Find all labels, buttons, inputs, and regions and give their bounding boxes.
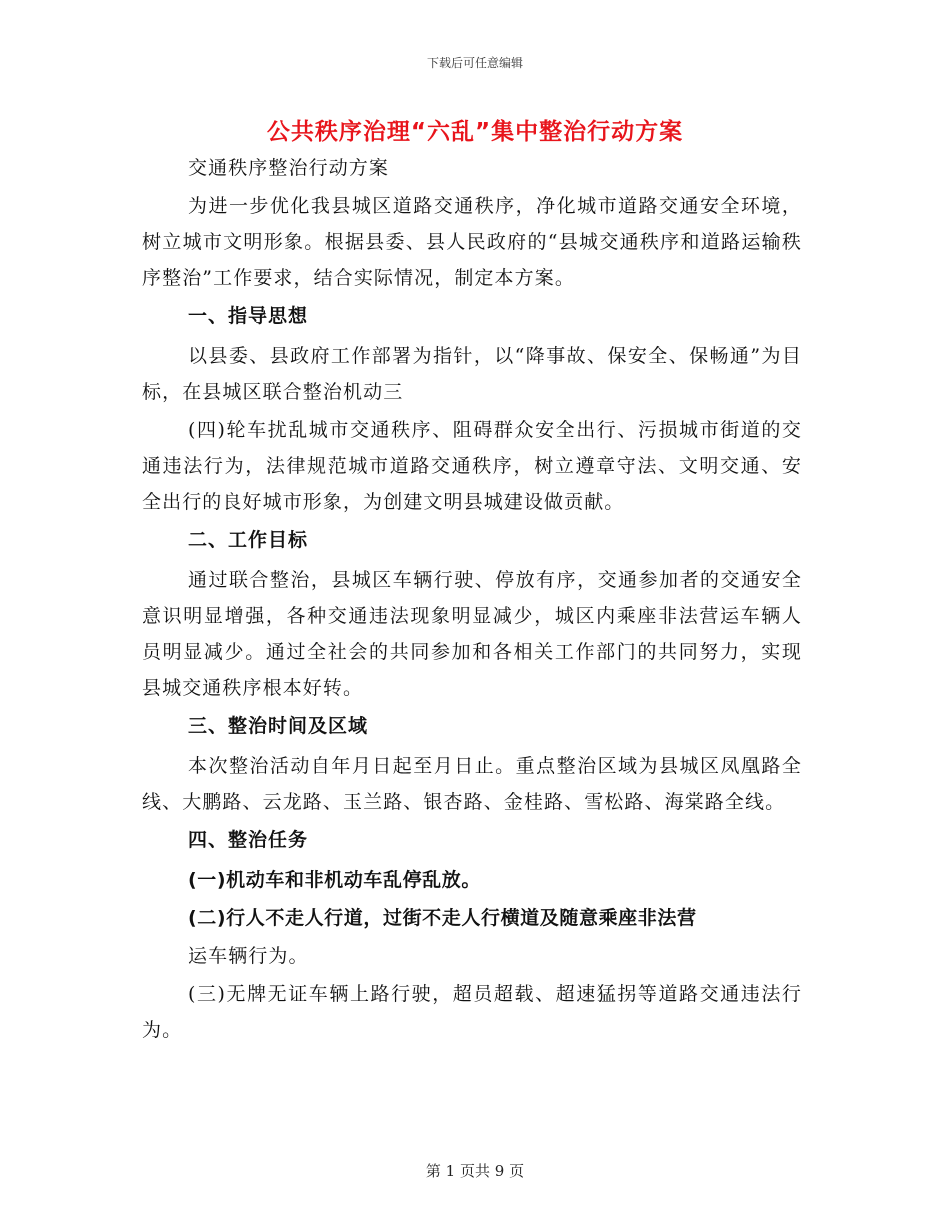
document-body xyxy=(142,150,802,1050)
section-heading-tasks: 四、整治任务 xyxy=(188,829,309,851)
task-item-3: (三)无牌无证车辆上路行驶，超员超载、超速猛拐等道路交通违法行为。 xyxy=(142,983,802,1041)
task-item-2: (二)行人不走人行道，过街不走人行横道及随意乘座非法营 xyxy=(188,907,697,929)
guiding-ideology-paragraph-2: (四)轮车扰乱城市交通秩序、阻碍群众安全出行、污损城市街道的交通违法行为，法律规范城市道路交通秩序，树立遵章守法、文明交通、安全出行的良好城市形象，为创建文明县城建设做贡献。 xyxy=(142,419,802,513)
page-header-note: 下载后可任意编辑 xyxy=(426,56,523,70)
section-heading-work-goals: 二、工作目标 xyxy=(188,529,309,551)
subtitle: 交通秩序整治行动方案 xyxy=(188,157,390,179)
task-item-2-continuation: 运车辆行为。 xyxy=(188,945,309,967)
guiding-ideology-paragraph: 以县委、县政府工作部署为指针，以“降事故、保安全、保畅通”为目标，在县城区联合整治机动三 xyxy=(142,345,802,403)
document-title: 公共秩序治理“六乱”集中整治行动方案 xyxy=(266,119,684,145)
section-heading-guiding-ideology: 一、指导思想 xyxy=(188,305,309,327)
section-heading-time-area: 三、整治时间及区域 xyxy=(188,715,369,737)
time-area-paragraph: 本次整治活动自年月日起至月日止。重点整治区域为县城区凤凰路全线、大鹏路、云龙路、玉兰路、银杏路、金桂路、雪松路、海棠路全线。 xyxy=(142,755,802,813)
task-item-1: (一)机动车和非机动车乱停乱放。 xyxy=(188,869,481,891)
intro-paragraph: 为进一步优化我县城区道路交通秩序，净化城市道路交通安全环境，树立城市文明形象。根据县委、县人民政府的“县城交通秩序和道路运输秩序整治”工作要求，结合实际情况，制定本方案。 xyxy=(142,195,802,289)
work-goals-paragraph: 通过联合整治，县城区车辆行驶、停放有序，交通参加者的交通安全意识明显增强，各种交通违法现象明显减少，城区内乘座非法营运车辆人员明显减少。通过全社会的共同参加和各相关工作部门的共同努力，实现县城交通秩序根本好转。 xyxy=(142,569,802,699)
page-number-footer: 第 1 页共 9 页 xyxy=(425,1162,525,1180)
